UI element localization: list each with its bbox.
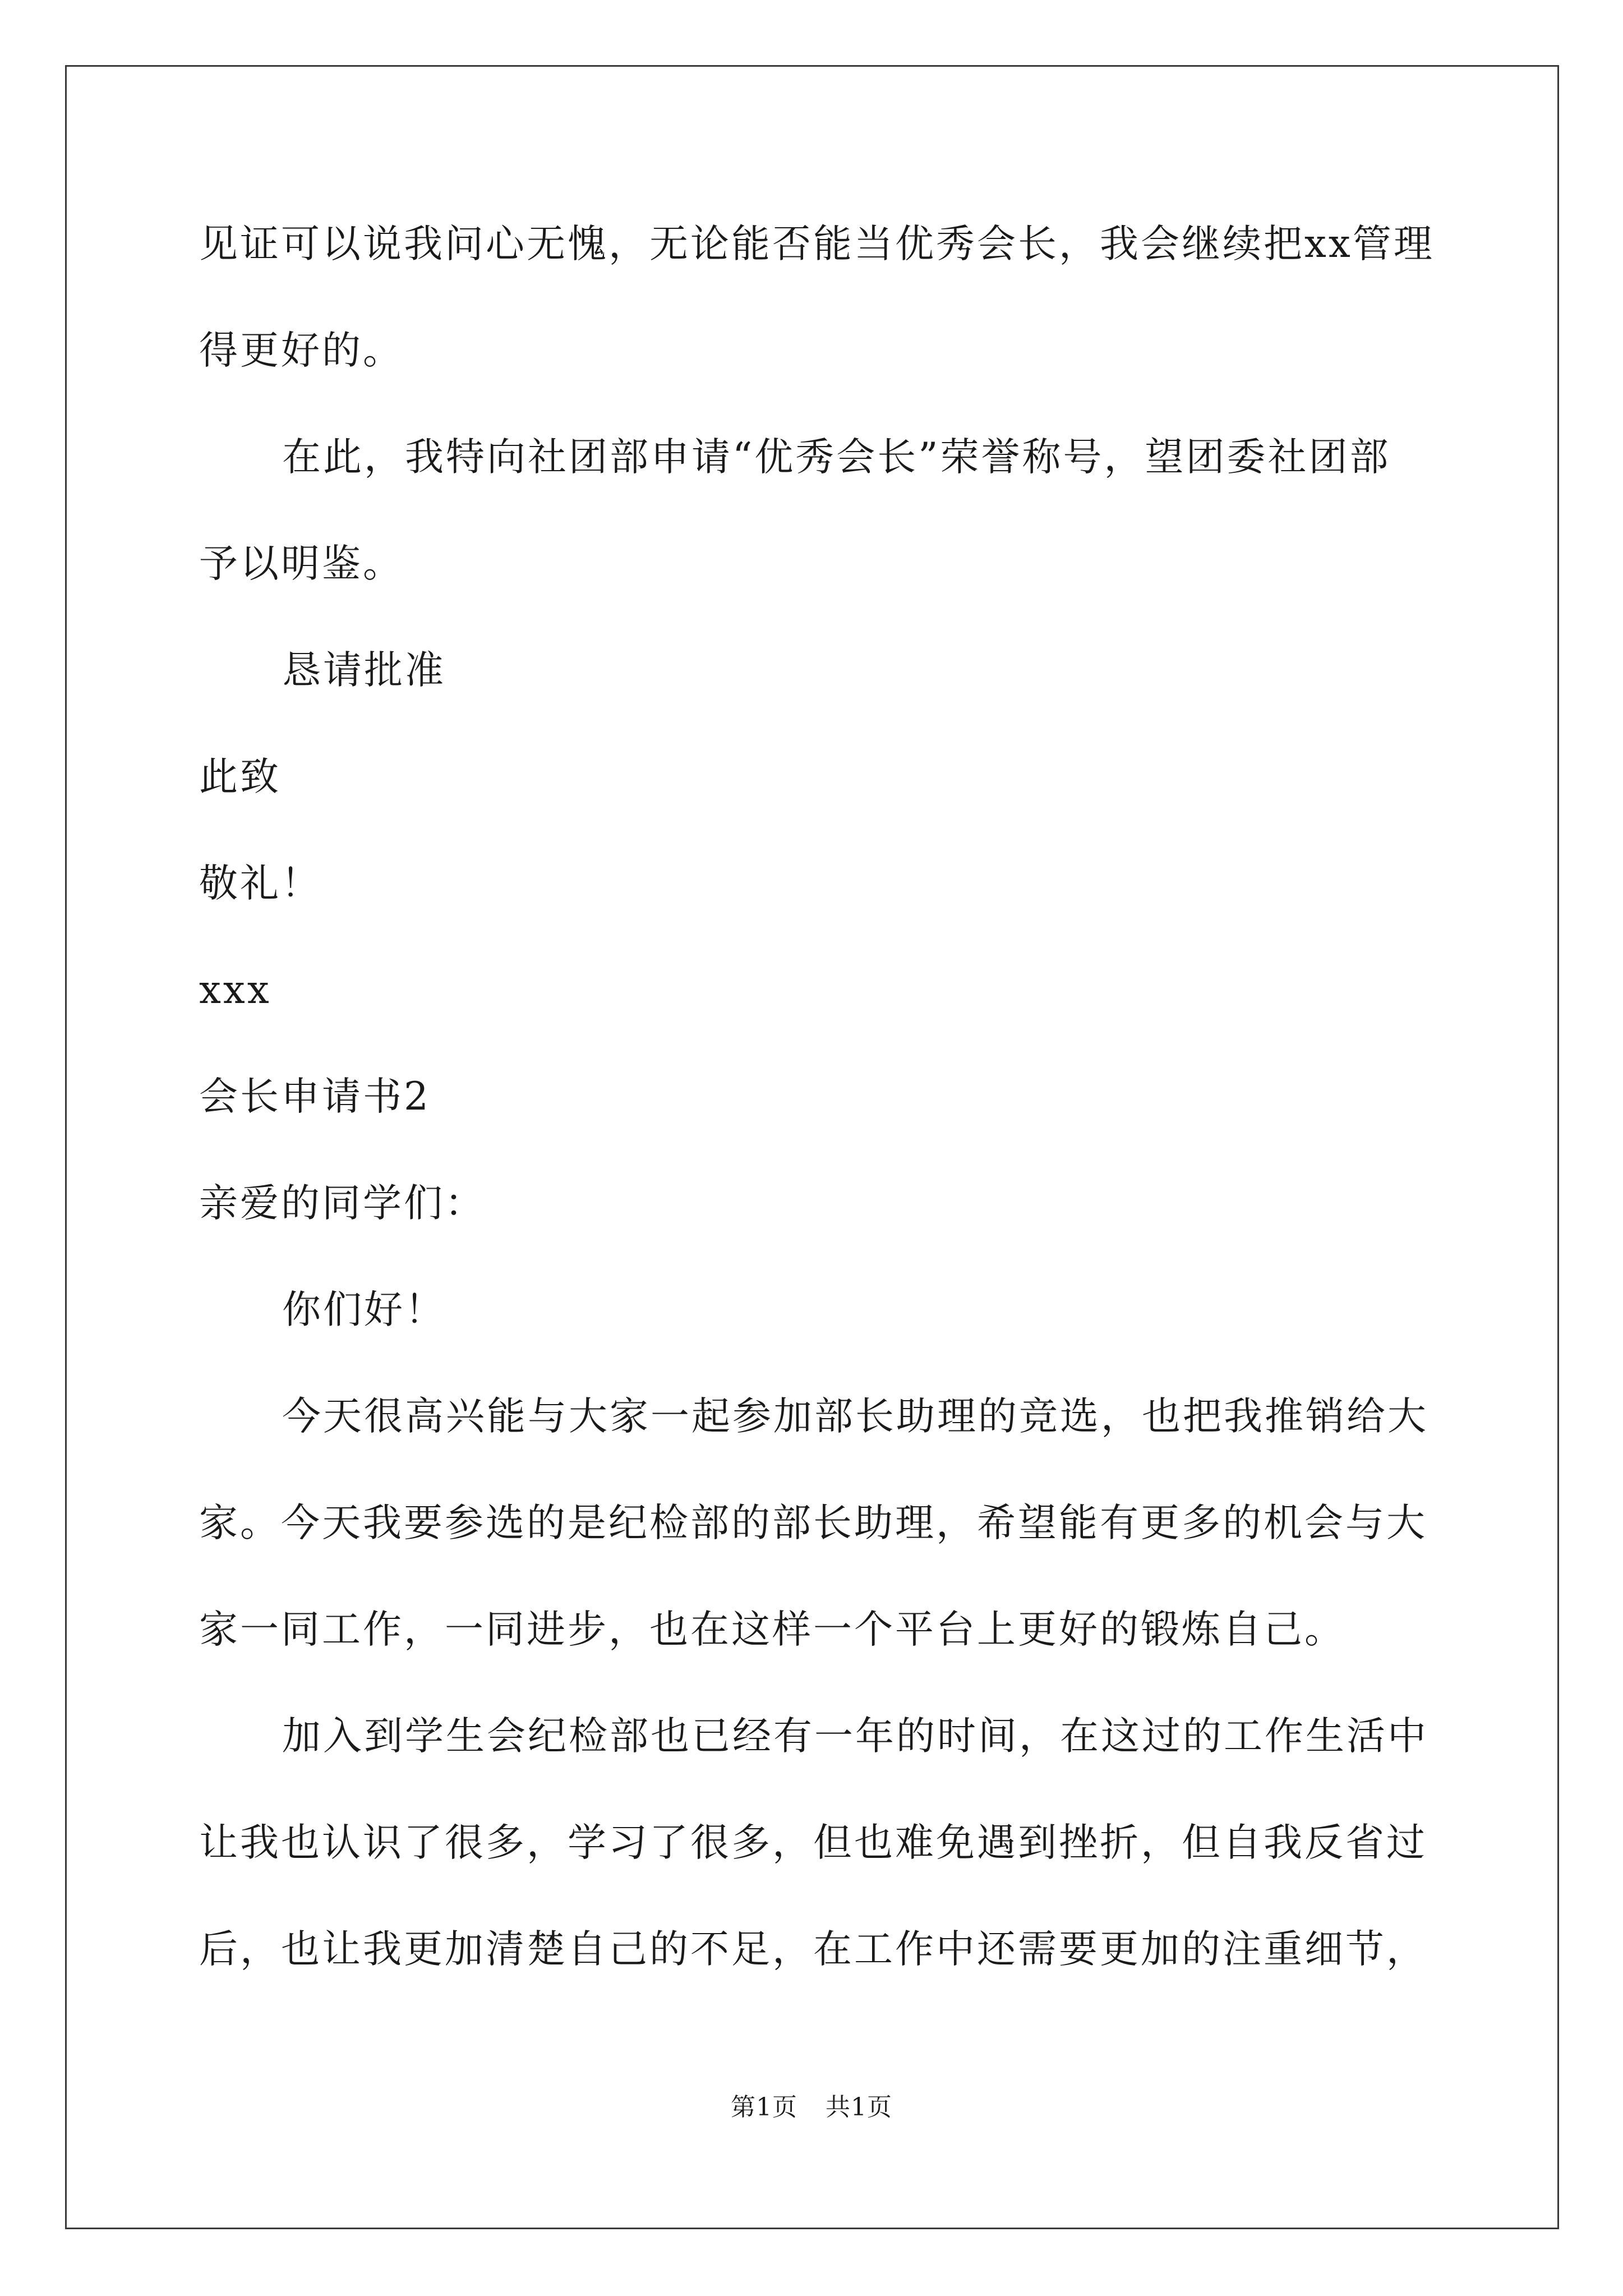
body-line: 让我也认识了很多，学习了很多，但也难免遇到挫折，但自我反省过 <box>199 1820 1427 1865</box>
salutation-line: 敬礼！ <box>199 861 322 906</box>
body-line: 你们好！ <box>282 1287 446 1332</box>
section-title: 会长申请书2 <box>199 1074 431 1119</box>
body-line: 予以明鉴。 <box>199 541 404 586</box>
signature: xxx <box>199 968 271 1013</box>
body-line: 恳请批准 <box>282 648 446 693</box>
body-line: 后，也让我更加清楚自己的不足，在工作中还需要更加的注重细节， <box>199 1927 1427 1972</box>
page-footer <box>0 2087 1623 2123</box>
greeting: 亲爱的同学们： <box>199 1181 486 1226</box>
salutation-line: 此致 <box>199 754 281 799</box>
body-line: 加入到学生会纪检部也已经有一年的时间，在这过的工作生活中 <box>282 1714 1428 1759</box>
page-total: 共1页 <box>826 2093 892 2122</box>
body-line: 家。今天我要参选的是纪检部的部长助理，希望能有更多的机会与大 <box>199 1501 1427 1545</box>
body-line: 得更好的。 <box>199 328 404 373</box>
body-line: 今天很高兴能与大家一起参加部长助理的竞选，也把我推销给大 <box>282 1394 1428 1439</box>
body-line: 家一同工作，一同进步，也在这样一个平台上更好的锻炼自己。 <box>199 1607 1345 1652</box>
body-line: 见证可以说我问心无愧，无论能否能当优秀会长，我会继续把xx管理 <box>199 222 1435 266</box>
document-body <box>199 213 1433 2025</box>
page-number: 第1页 <box>731 2093 797 2122</box>
body-line: 在此，我特向社团部申请“优秀会长”荣誉称号，望团委社团部 <box>282 435 1391 480</box>
